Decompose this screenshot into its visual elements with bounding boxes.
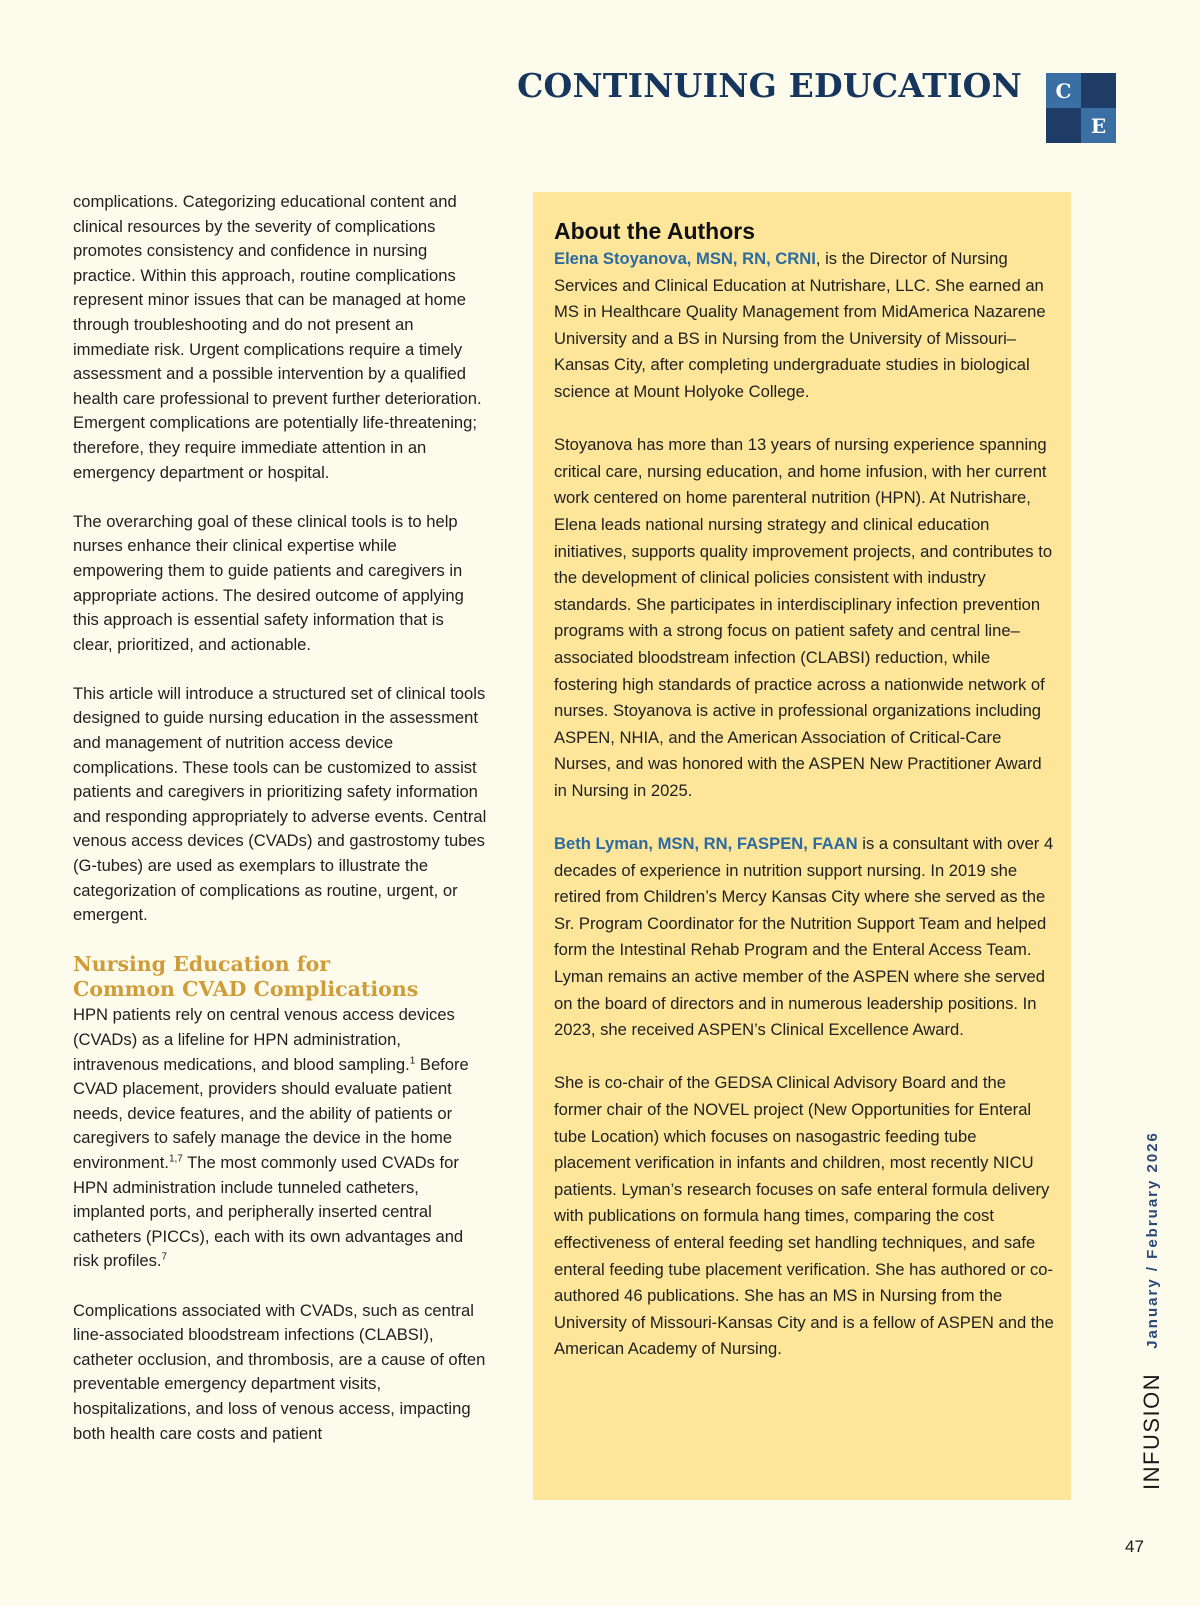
article-paragraph: Complications associated with CVADs, such as central line-associated bloodstream infections (CLABSI), catheter occlusion, and thrombosis, are a cause of often preventable emergency department visits, hospitalizations, and loss of venous access, impacting both health care costs and patient [73,1300,486,1443]
article-column [73,190,488,1471]
article-paragraph: This article will introduce a structured set of clinical tools designed to guide nursing education in the assessment and management of nutrition access device complications. These tools can be customized to assist patients and caregivers in prioritizing safety information and responding appropriately to adverse events. Central venous access devices (CVADs) and gastrostomy tubes (G-tubes) are used as exemplars to illustrate the categorization of complications as routine, urgent, or emergent. [73,683,487,925]
section-title: CONTINUING EDUCATION [517,66,1022,105]
issue-date: January / February 2026 [1143,1131,1161,1349]
citation: 7 [161,1251,168,1263]
author-name: Elena Stoyanova, MSN, RN, CRNI [554,249,816,268]
section-heading-line: Common CVAD Complications [73,976,419,1001]
page-number: 47 [1125,1537,1144,1556]
ce-logo-block [1046,108,1081,143]
text-run: , is the Director of Nursing Services and Clinical Education at Nutrishare, LLC. She earned an MS in Healthcare Quality Management from MidAmerica Nazarene University and a BS in Nursing from the University of Missouri–Kansas City, after completing undergraduate studies in biological science at Mount Holyoke College. [554,249,1046,401]
author-name: Beth Lyman, MSN, RN, FASPEN, FAAN [554,834,858,854]
author-bio [554,831,1054,1044]
magazine-brand: INFUSION [1139,1372,1164,1490]
vertical-sidebar [1139,1131,1165,1490]
author-bio: She is co-chair of the GEDSA Clinical Advisory Board and the former chair of the NOVEL project (New Opportunities for Enteral tube Location) which focuses on nasogastric feeding tube placement verification in infants and children, most recently NICU patients. Lyman’s research focuses on safe enteral formula delivery with publications on formula hang times, comparing the cost effectiveness of enteral feeding set handling techniques, and safe enteral feeding tube placement verification. She has authored or co-authored 46 publications. She has an MS in Nursing from the University of Missouri-Kansas City and is a fellow of ASPEN and the American Academy of Nursing. [554,1073,1054,1359]
about-authors-box [533,192,1071,1500]
author-bio: Stoyanova has more than 13 years of nursing experience spanning critical care, nursing education, and home infusion, with her current work centered on home parenteral nutrition (HPN). At Nutrishare, Elena leads national nursing strategy and clinical education initiatives, supports quality improvement projects, and contributes to the development of clinical policies consistent with industry standards. She participates in interdisciplinary infection prevention programs with a strong focus on patient safety and central line–associated bloodstream infection (CLABSI) reduction, while fostering high standards of practice across a nationwide network of nurses. Stoyanova is active in professional organizations including ASPEN, NHIA, and the American Association of Critical-Care Nurses, and was honored with the ASPEN New Practitioner Award in Nursing in 2025. [554,435,1053,800]
text-run: is a consultant with over 4 decades of experience in nutrition support nursing. In 2019 she retired from Children’s Mercy Kansas City where she served as the Sr. Program Coordinator for the Nutrition Support Team and helped form the Intestinal Rehab Program and the Enteral Access Team. Lyman remains an active member of the ASPEN where she served on the board of directors and in numerous leadership positions. In 2023, she received ASPEN’s Clinical Excellence Award. [554,834,1054,1040]
citation: 1,7 [168,1153,183,1165]
text-run: Before CVAD placement, providers should evaluate patient needs, device features, and the ability of patients or caregivers to safely manage the device in the home environment. [73,1054,469,1172]
ce-logo-letter-e: E [1081,108,1116,143]
section-heading [73,952,488,1001]
article-paragraph [73,1003,488,1274]
article-paragraph: The overarching goal of these clinical tools is to help nurses enhance their clinical expertise while empowering them to guide patients and caregivers in appropriate actions. The desired outcome of applying this approach is essential safety information that is clear, prioritized, and actionable. [73,511,464,654]
ce-logo-block [1081,73,1116,108]
citation: 1 [409,1055,416,1067]
section-heading-line: Nursing Education for [73,952,331,977]
about-authors-title: About the Authors [554,218,756,244]
text-run: The most commonly used CVADs for HPN administration include tunneled catheters, implanted ports, and peripherally inserted central catheters (PICCs), each with its own advantages and risk profiles. [73,1152,464,1271]
about-authors-content [554,216,1054,1390]
text-run: HPN patients rely on central venous access devices (CVADs) as a lifeline for HPN administration, intravenous medications, and blood sampling. [73,1005,455,1074]
ce-logo [1046,73,1116,143]
author-bio [554,246,1054,406]
ce-logo-letter-c: C [1046,73,1081,108]
article-paragraph: complications. Categorizing educational content and clinical resources by the severity of complications promotes consistency and confidence in nursing practice. Within this approach, routine complications represent minor issues that can be managed at home through troubleshooting and do not present an immediate risk. Urgent complications require a timely assessment and a possible intervention by a qualified health care professional to prevent further deterioration. Emergent complications are potentially life-threatening; therefore, they require immediate attention in an emergency department or hospital. [73,192,482,482]
